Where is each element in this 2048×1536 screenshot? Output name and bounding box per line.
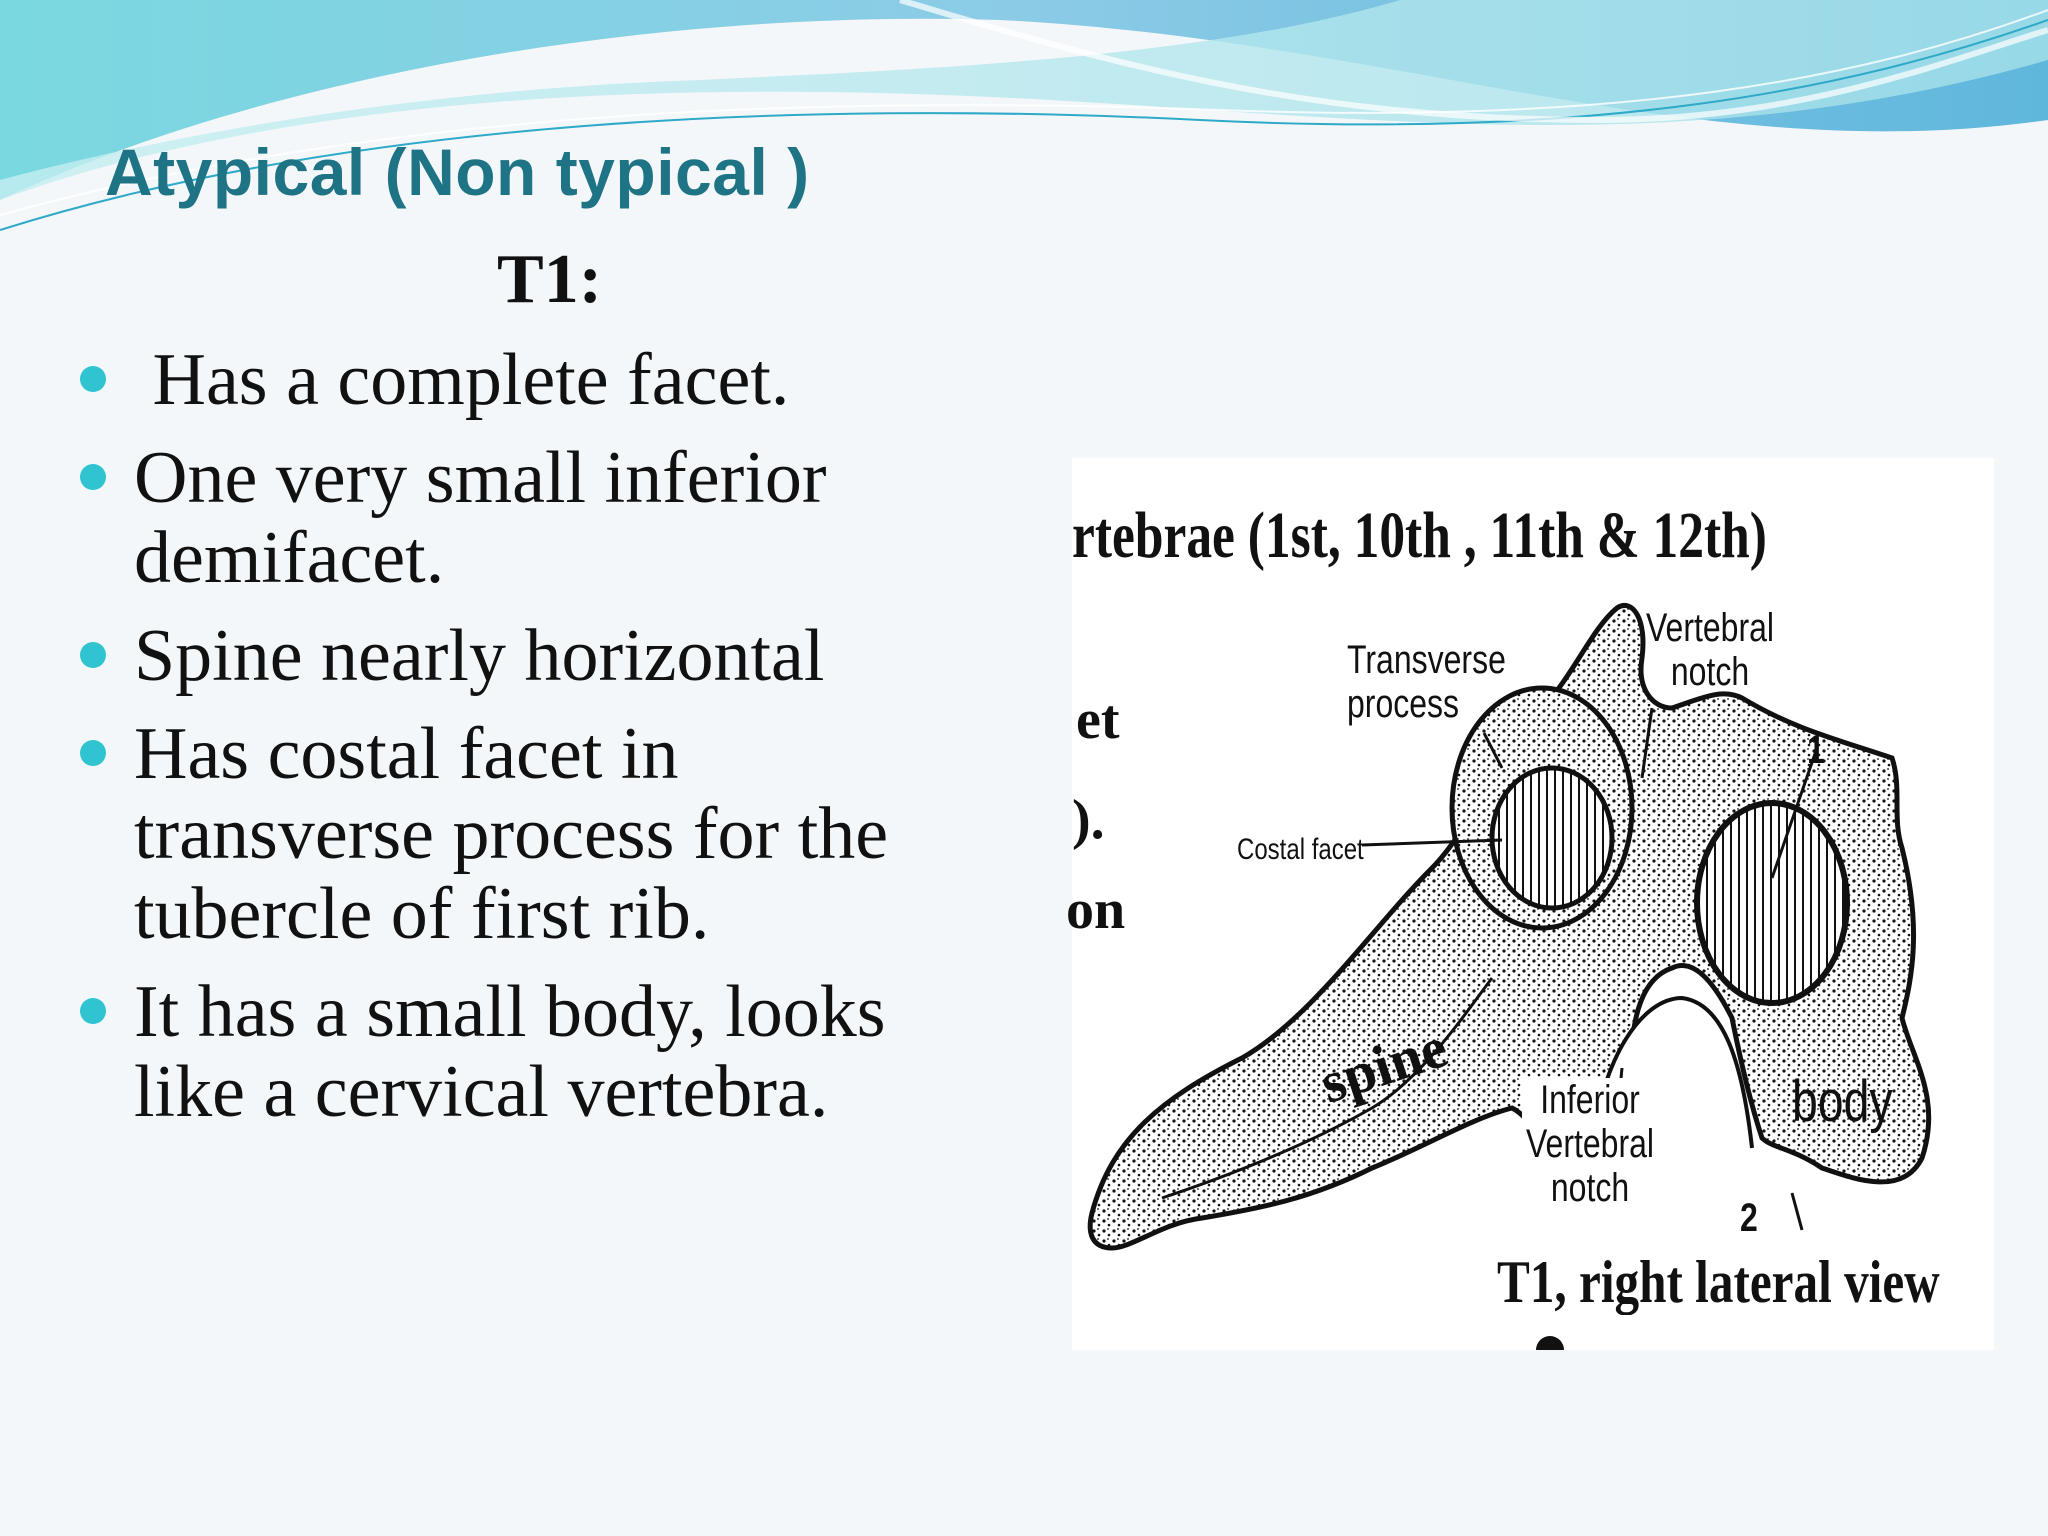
bullet-item xyxy=(80,972,980,1132)
bullet-text: Has a complete facet. xyxy=(134,339,790,421)
costal-facet-left xyxy=(1492,768,1612,908)
label-body: body xyxy=(1792,1069,1893,1134)
bullet-text: Spine nearly horizontal xyxy=(134,615,825,697)
bullet-dot-icon xyxy=(80,464,106,490)
bullet-dot-icon xyxy=(80,998,106,1024)
bullet-item xyxy=(80,616,980,696)
bullet-dot-icon xyxy=(80,642,106,668)
vertebra-figure xyxy=(1066,458,1994,1350)
figure-fragment-3: on xyxy=(1066,879,1126,941)
slide-subtitle: T1: xyxy=(497,241,602,318)
figure-fragment-1: et xyxy=(1076,689,1120,751)
bullet-text: One very small inferior demifacet. xyxy=(134,437,827,599)
label-inferior-vertebral-notch: Inferior Vertebral notch xyxy=(1522,1078,1658,1210)
figure-heading: rtebrae (1st, 10th , 11th & 12th) xyxy=(1072,499,1767,572)
bullet-item xyxy=(80,438,980,598)
figure-caption: T1, right lateral view xyxy=(1497,1249,1940,1315)
slide-title: Atypical (Non typical ) xyxy=(105,135,810,209)
label-spine: spine xyxy=(1312,1014,1456,1116)
label-number-2: 2 xyxy=(1740,1196,1758,1240)
bullet-dot-icon xyxy=(80,366,106,392)
figure-fragment-2: ). xyxy=(1072,789,1105,851)
costal-facet-right xyxy=(1697,803,1847,1003)
label-transverse-process: Transverse process xyxy=(1347,638,1506,726)
vertebra-illustration xyxy=(1072,458,1994,1350)
label-costal-facet: Costal facet xyxy=(1237,833,1364,866)
bullet-item xyxy=(80,714,980,954)
label-number-1: 1 xyxy=(1807,728,1825,772)
bullet-dot-icon xyxy=(80,740,106,766)
bullet-text: It has a small body, looks like a cervical vertebra. xyxy=(134,971,886,1133)
bullet-text: Has costal facet in transverse process for the tubercle of first rib. xyxy=(134,713,889,955)
bullet-item xyxy=(80,340,980,420)
bullet-list xyxy=(80,340,980,1150)
label-vertebral-notch: Vertebral notch xyxy=(1645,606,1775,694)
